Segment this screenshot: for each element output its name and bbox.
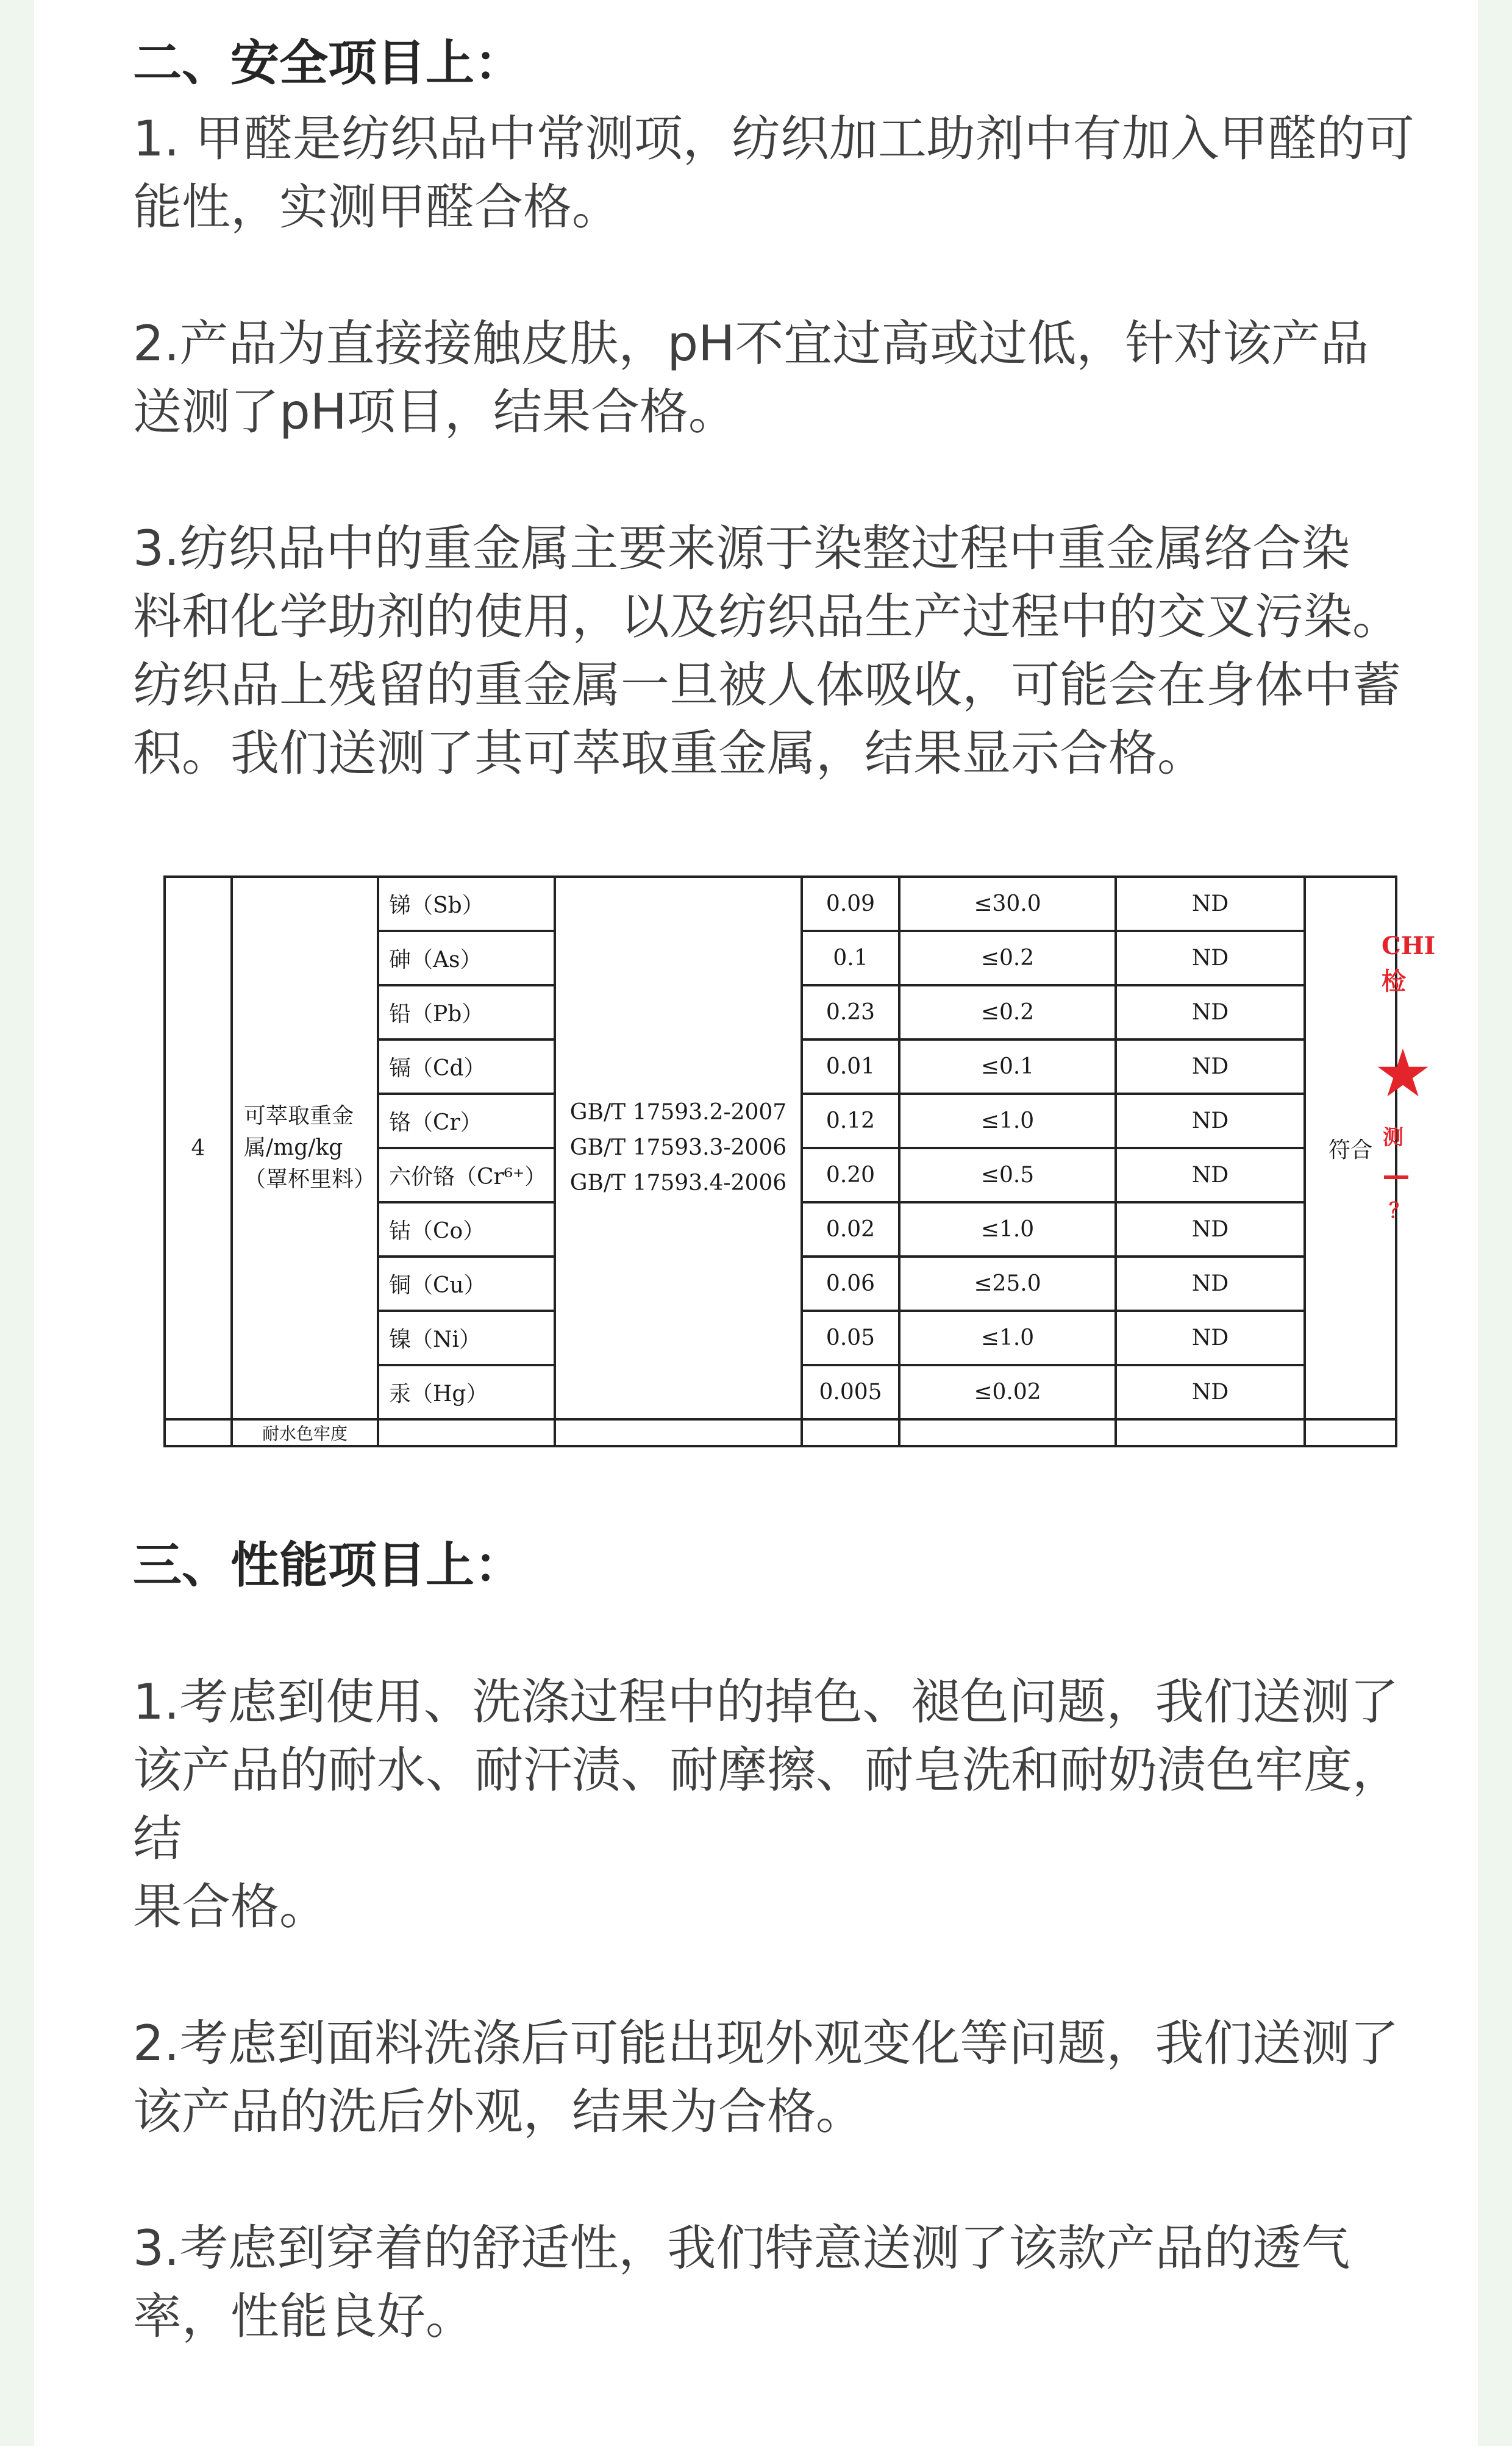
result-cell: ND (1116, 1094, 1305, 1148)
limit-quant-cell: 0.01 (802, 1039, 899, 1094)
stamp-text: 测 (1383, 1125, 1403, 1150)
safety-heading: 二、安全项目上： (133, 35, 523, 91)
element-cell: 汞（Hg） (378, 1365, 555, 1419)
empty-cell (165, 1419, 232, 1446)
result-cell: ND (1116, 1257, 1305, 1311)
element-cell: 六价铬（Cr⁶⁺） (378, 1148, 555, 1202)
result-cell: ND (1116, 1202, 1305, 1257)
limit-quant-cell: 0.06 (802, 1257, 899, 1311)
stamp-text: 检 (1382, 967, 1406, 996)
element-cell: 钴（Co） (378, 1202, 555, 1257)
requirement-cell: ≤0.2 (899, 985, 1116, 1039)
performance-paragraph-appearance: 2.考虑到面料洗涤后可能出现外观变化等问题，我们送测了 该产品的洗后外观，结果为合格。 (133, 2015, 1399, 2140)
requirement-cell: ≤1.0 (899, 1094, 1116, 1148)
test-standards (555, 877, 802, 1419)
limit-quant-cell: 0.12 (802, 1094, 899, 1148)
article-page (34, 0, 1478, 2446)
safety-section (133, 29, 1425, 788)
requirement-cell: ≤30.0 (899, 877, 1116, 931)
element-cell: 铬（Cr） (378, 1094, 555, 1148)
safety-paragraph-ph: 2.产品为直接接触皮肤，pH不宜过高或过低，针对该产品 送测了pH项目，结果合格。 (133, 315, 1369, 440)
stamp-text: CHI (1382, 932, 1436, 960)
performance-heading: 三、性能项目上： (133, 1537, 523, 1594)
inspection-stamp (1377, 932, 1436, 1249)
requirement-cell: ≤1.0 (899, 1202, 1116, 1257)
limit-quant-cell: 0.05 (802, 1311, 899, 1365)
result-cell: ND (1116, 1039, 1305, 1094)
result-cell: ND (1116, 877, 1305, 931)
element-cell: 铅（Pb） (378, 985, 555, 1039)
requirement-cell: ≤0.02 (899, 1365, 1116, 1419)
performance-section (133, 1531, 1425, 2351)
element-cell: 砷（As） (378, 931, 555, 985)
element-cell: 镍（Ni） (378, 1311, 555, 1365)
safety-paragraph-heavy-metals: 3.纺织品中的重金属主要来源于染整过程中重金属络合染 料和化学助剂的使用，以及纺织品生产过程中的交叉污染。 纺织品上残留的重金属一旦被人体吸收，可能会在身体中蓄 积。我们送测了其可萃取重金属，结果显示合格。 (133, 520, 1401, 782)
limit-quant-cell: 0.02 (802, 1202, 899, 1257)
result-cell: ND (1116, 931, 1305, 985)
limit-quant-cell: 0.1 (802, 931, 899, 985)
empty-cell (378, 1419, 555, 1446)
requirement-cell: ≤25.0 (899, 1257, 1116, 1311)
requirement-cell: ≤0.1 (899, 1039, 1116, 1094)
requirement-cell: ≤1.0 (899, 1311, 1116, 1365)
performance-paragraph-breathability: 3.考虑到穿着的舒适性，我们特意送测了该款产品的透气 率，性能良好。 (133, 2220, 1350, 2345)
item-name: 可萃取重金属/mg/kg（罩杯里料） (232, 877, 378, 1419)
empty-cell (1305, 1419, 1396, 1446)
requirement-cell: ≤0.5 (899, 1148, 1116, 1202)
element-cell: 铜（Cu） (378, 1257, 555, 1311)
table-row (165, 877, 1396, 931)
empty-cell (1116, 1419, 1305, 1446)
verdict-cell: 符合 (1305, 877, 1396, 1419)
stamp-text: ？ (1389, 1199, 1410, 1223)
element-cell: 镉（Cd） (378, 1039, 555, 1094)
item-number: 4 (165, 877, 232, 1419)
stamp-star-icon: ★ (1377, 1039, 1430, 1108)
standard-code: GB/T 17593.3-2006 (569, 1135, 787, 1160)
limit-quant-cell: 0.005 (802, 1365, 899, 1419)
result-cell: ND (1116, 1311, 1305, 1365)
heavy-metal-test-report (163, 865, 1436, 1444)
limit-quant-cell: 0.09 (802, 877, 899, 931)
stamp-line (1384, 1175, 1408, 1179)
empty-cell (802, 1419, 899, 1446)
result-cell: ND (1116, 1148, 1305, 1202)
standard-code: GB/T 17593.2-2007 (569, 1100, 787, 1125)
empty-cell (555, 1419, 802, 1446)
report-table (163, 875, 1397, 1447)
limit-quant-cell: 0.23 (802, 985, 899, 1039)
empty-cell (899, 1419, 1116, 1446)
safety-paragraph-formaldehyde: 1. 甲醛是纺织品中常测项，纺织加工助剂中有加入甲醛的可 能性，实测甲醛合格。 (133, 110, 1414, 235)
requirement-cell: ≤0.2 (899, 931, 1116, 985)
result-cell: ND (1116, 1365, 1305, 1419)
standard-code: GB/T 17593.4-2006 (569, 1171, 787, 1196)
limit-quant-cell: 0.20 (802, 1148, 899, 1202)
performance-paragraph-color-fastness: 1.考虑到使用、洗涤过程中的掉色、褪色问题，我们送测了 该产品的耐水、耐汗渍、耐摩擦、耐皂洗和耐奶渍色牢度，结 果合格。 (133, 1674, 1401, 1935)
element-cell: 锑（Sb） (378, 877, 555, 931)
table-row-partial (165, 1419, 1396, 1446)
result-cell: ND (1116, 985, 1305, 1039)
next-item-name: 耐水色牢度 (232, 1419, 378, 1446)
